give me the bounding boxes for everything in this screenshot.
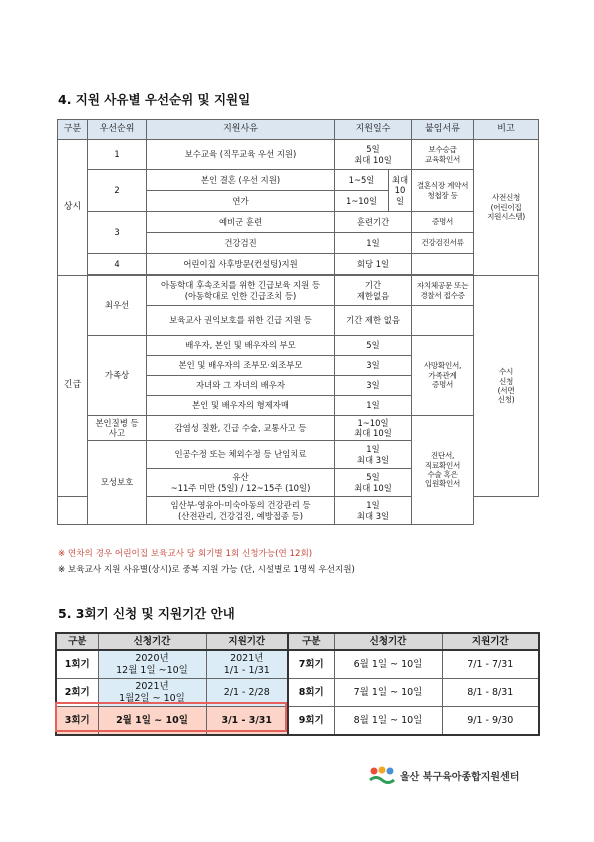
footer-org-name: 울산 북구육아종합지원센터 xyxy=(400,771,520,783)
days-cell: 5일 최대 10일 xyxy=(335,140,412,170)
reason-cell: 유산 ~11주 미만 (5일) / 12~15주 (10일) xyxy=(147,469,335,497)
rank-cell: 2 xyxy=(88,170,147,212)
reason-cell: 예비군 훈련 xyxy=(147,212,335,233)
docs-cell-empty xyxy=(412,306,474,336)
reason-cell: 배우자, 본인 및 배우자의 부모 xyxy=(147,336,335,356)
docs-cell: 보수승급 교육확인서 xyxy=(412,140,474,170)
days-cell: 회당 1일 xyxy=(335,254,412,275)
days-cell: 1~5일 xyxy=(335,170,389,191)
group-regular: 상시 xyxy=(58,140,88,276)
header-support: 지원기간 xyxy=(442,633,539,650)
rank-cell: 최우선 xyxy=(88,276,147,336)
support-period: 9/1 - 9/30 xyxy=(442,707,539,736)
days-cell: 훈련기간 xyxy=(335,212,412,233)
docs-cell: 진단서, 직료확인서 수술 혹은 입원확인서 xyxy=(412,416,474,525)
days-cell: 1~10일 최대 10일 xyxy=(335,416,412,441)
docs-cell: 건강검진서류 xyxy=(412,233,474,254)
header-apply: 신청기간 xyxy=(334,633,442,650)
reason-cell: 보육교사 권익보호를 위한 긴급 지원 등 xyxy=(147,306,335,336)
support-period: 2021년 1/1 - 1/31 xyxy=(206,650,288,679)
reason-cell: 어린이집 사후방문(컨설팅)지원 xyxy=(147,254,335,275)
header-priority: 우선순위 xyxy=(88,120,147,140)
reason-cell: 아동학대 후속조치를 위한 긴급보육 지원 등 (아동학대로 인한 긴급조치 등) xyxy=(147,276,335,306)
note-duplicate-support: ※ 보육교사 지원 사유별(상시)로 중복 지원 가능 (단, 시설별로 1명씩 우선지원) xyxy=(58,565,355,575)
section5-title: 5. 3회기 신청 및 지원기간 안내 xyxy=(58,606,235,621)
support-period: 8/1 - 8/31 xyxy=(442,679,539,707)
reason-cell: 연가 xyxy=(147,191,335,212)
footer-logo xyxy=(368,765,519,785)
rank-cell: 본인질병 등 사고 xyxy=(88,416,147,441)
center-logo-icon xyxy=(368,765,396,785)
round-label: 7회기 xyxy=(288,650,334,679)
docs-cell-empty xyxy=(412,254,474,275)
rank-cell: 모성보호 xyxy=(88,441,147,525)
days-cell: 1일 xyxy=(335,396,412,416)
reason-cell: 본인 및 배우자의 조부모·외조부모 xyxy=(147,356,335,376)
apply-period: 7월 1일 ~ 10일 xyxy=(334,679,442,707)
regular-note: 사전신청 (어린이집 지원시스템) xyxy=(474,140,539,276)
reason-cell: 자녀와 그 자녀의 배우자 xyxy=(147,376,335,396)
support-period-current: 3/1 - 3/31 xyxy=(206,707,288,736)
round-label: 9회기 xyxy=(288,707,334,736)
header-days: 지원일수 xyxy=(335,120,412,140)
days-cell: 5일 최대 10일 xyxy=(335,469,412,497)
header-note: 비고 xyxy=(474,120,539,140)
rank-cell: 4 xyxy=(88,254,147,275)
reason-cell: 감염성 질환, 긴급 수술, 교통사고 등 xyxy=(147,416,335,441)
apply-period-current: 2월 1일 ~ 10일 xyxy=(98,707,206,736)
reason-cell: 보수교육 (직무교육 우선 지원) xyxy=(147,140,335,170)
reason-cell: 임산부·영유아·미숙아동의 건강관리 등 (산전관리, 건강검진, 예방접종 등) xyxy=(147,497,335,525)
rank-cell: 가족상 xyxy=(88,336,147,416)
header-round: 구분 xyxy=(288,633,334,650)
days-cell: 1일 xyxy=(335,233,412,254)
reason-cell: 본인 결혼 (우선 지원) xyxy=(147,170,335,191)
docs-cell: 증명서 xyxy=(412,212,474,233)
apply-period: 2020년 12월 1일 ~10일 xyxy=(98,650,206,679)
round-label: 8회기 xyxy=(288,679,334,707)
docs-cell: 결혼식장 계약서 청첩장 등 xyxy=(412,170,474,212)
header-round: 구분 xyxy=(56,633,98,650)
header-docs: 붙임서류 xyxy=(412,120,474,140)
days-cell: 1~10일 xyxy=(335,191,389,212)
notes xyxy=(58,546,355,578)
days-cell: 1일 최대 3일 xyxy=(335,497,412,525)
section4-title: 4. 지원 사유별 우선순위 및 지원일 xyxy=(58,92,251,107)
days-cell: 기간 제한없음 xyxy=(335,276,412,306)
support-period: 2/1 - 2/28 xyxy=(206,679,288,707)
rank-cell: 1 xyxy=(88,140,147,170)
support-period: 7/1 - 7/31 xyxy=(442,650,539,679)
apply-period: 8월 1일 ~ 10일 xyxy=(334,707,442,736)
reason-cell: 인공수정 또는 체외수정 등 난임치료 xyxy=(147,441,335,469)
schedule-table xyxy=(55,632,540,736)
reason-cell: 본인 및 배우자의 형제자매 xyxy=(147,396,335,416)
docs-cell: 사망확인서, 가족관계 증명서 xyxy=(412,336,474,416)
docs-cell: 자치체공문 또는 경찰서 접수증 xyxy=(412,276,474,306)
round-label: 2회기 xyxy=(56,679,98,707)
header-reason: 지원사유 xyxy=(147,120,335,140)
group-urgent: 긴급 xyxy=(58,276,88,497)
days-cell: 3일 xyxy=(335,356,412,376)
header-apply: 신청기간 xyxy=(98,633,206,650)
days-cell: 5일 xyxy=(335,336,412,356)
rank-cell: 3 xyxy=(88,212,147,254)
apply-period: 2021년 1월2일 ~ 10일 xyxy=(98,679,206,707)
note-annual-leave: ※ 연차의 경우 어린이집 보육교사 당 회기별 1회 신청가능(연 12회) xyxy=(58,549,313,559)
priority-table xyxy=(57,119,539,525)
max-days-cell: 최대 10 일 xyxy=(389,170,412,212)
days-cell: 1일 최대 3일 xyxy=(335,441,412,469)
header-support: 지원기간 xyxy=(206,633,288,650)
urgent-note: 수시 신청 (서면 신청) xyxy=(474,276,539,497)
round-label-current: 3회기 xyxy=(56,707,98,736)
days-cell: 기간 제한 없음 xyxy=(335,306,412,336)
header-category: 구분 xyxy=(58,120,88,140)
apply-period: 6월 1일 ~ 10일 xyxy=(334,650,442,679)
reason-cell: 건강검진 xyxy=(147,233,335,254)
days-cell: 3일 xyxy=(335,376,412,396)
round-label: 1회기 xyxy=(56,650,98,679)
